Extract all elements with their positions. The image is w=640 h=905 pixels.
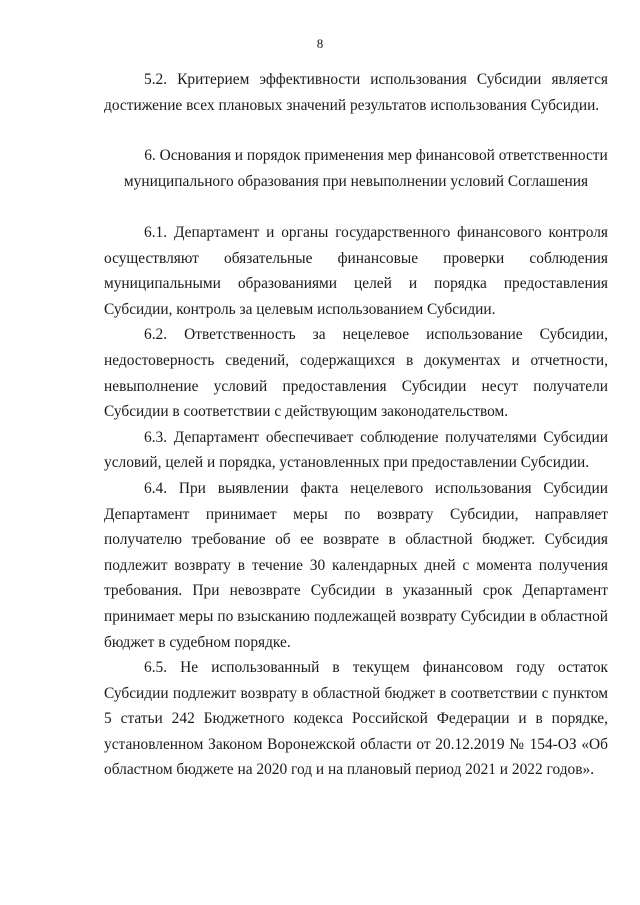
paragraph-6-4: 6.4. При выявлении факта нецелевого использования Субсидии Департамент принимает меры по возврату Субсидии, направляет получателю требование об ее возврате в областной бюджет. Субсидия подлежит возврату в течение 30 календарных дней с момента получения требования. При невозврате Субсидии в указанный срок Департамент принимает меры по взысканию подлежащей возврату Субсидии в областной бюджет в судебном порядке. — [104, 479, 608, 651]
page-number: 8 — [316, 36, 324, 51]
paragraph-6-1: 6.1. Департамент и органы государственного финансового контроля осуществляют обязательные финансовые проверки соблюдения муниципальными образованиями целей и порядка предоставления Субсидии, контроль за целевым использованием Субсидии. — [104, 224, 608, 318]
paragraph-6-2: 6.2. Ответственность за нецелевое использование Субсидии, недостоверность сведений, содержащихся в документах и отчетности, невыполнение условий предоставления Субсидии несут получатели Субсидии в соответствии с действующим законодательством. — [104, 326, 608, 421]
paragraph-6-3: 6.3. Департамент обеспечивает соблюдение получателями Субсидии условий, целей и порядка, установленных при предоставлении Субсидии. — [104, 428, 608, 472]
section-6-heading: 6. Основания и порядок применения мер финансовой ответственности муниципального образования при невыполнении условий Соглашения — [123, 147, 608, 190]
paragraph-5-2: 5.2. Критерием эффективности использования Субсидии является достижение всех плановых значений результатов использования Субсидии. — [104, 71, 608, 114]
section-5-2 — [104, 67, 608, 118]
paragraph-6-5: 6.5. Не использованный в текущем финансовом году остаток Субсидии подлежит возврату в областной бюджет в соответствии с пунктом 5 статьи 242 Бюджетного кодекса Российской Федерации и в порядке, установленном Законом Воронежской области от 20.12.2019 № 154-ОЗ «Об областном бюджете на 2020 год и на плановый период 2021 и 2022 годов». — [104, 659, 608, 779]
section-6-body — [104, 220, 608, 783]
